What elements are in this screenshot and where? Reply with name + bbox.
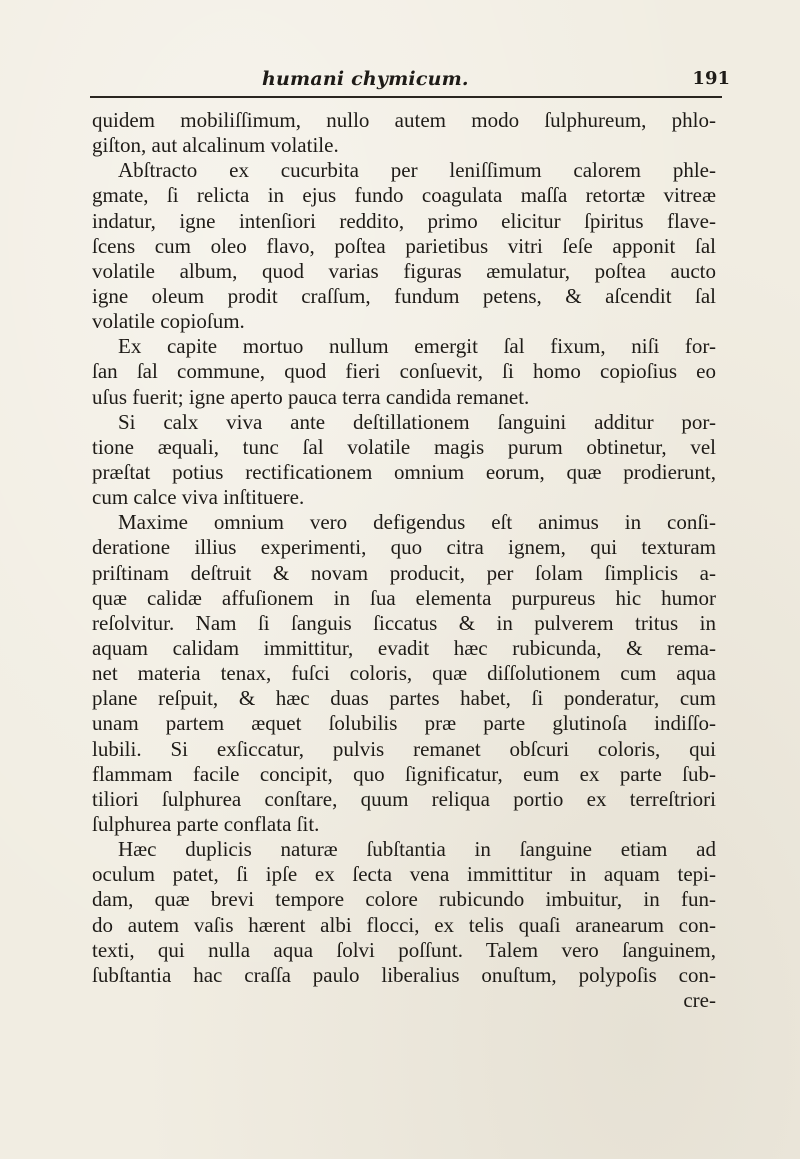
text-line: priſtinam deſtruit & novam producit, per ſolam ſimplicis a- (92, 560, 716, 585)
text-line: aquam calidam immittitur, evadit hæc rubicunda, & rema- (92, 635, 716, 660)
text-line: præſtat potius rectificationem omnium eorum, quæ prodierunt, (92, 459, 716, 484)
text-line: lubili. Si exſiccatur, pulvis remanet obſcuri coloris, qui (92, 736, 716, 761)
text-line: plane reſpuit, & hæc duas partes habet, ſi ponderatur, cum (92, 686, 716, 711)
text-line: do autem vaſis hærent albi flocci, ex telis quaſi aranearum con- (92, 912, 716, 937)
text-line: volatile album, quod varias figuras æmulatur, poſtea aucto (92, 258, 716, 283)
text-line: unam partem æquet ſolubilis præ parte glutinoſa indiſſo- (92, 711, 716, 736)
text-line: ſulphurea parte conflata ſit. (92, 811, 320, 836)
text-line: Maxime omnium vero defigendus eſt animus in conſi- (118, 510, 716, 535)
text-line: quidem mobiliſſimum, nullo autem modo ſulphureum, phlo- (92, 108, 716, 132)
text-line: gmate, ſi relicta in ejus fundo coagulata maſſa retortæ vitreæ (92, 183, 716, 208)
text-line: dam, quæ brevi tempore colore rubicundo imbuitur, in fun- (92, 887, 716, 912)
page-header (90, 68, 730, 102)
text-line: ſcens cum oleo flavo, poſtea parietibus vitri ſeſe apponit ſal (92, 233, 716, 258)
text-line: uſus fuerit; igne aperto pauca terra candida remanet. (92, 384, 530, 409)
text-line: ſubſtantia hac craſſa paulo liberalius onuſtum, polypoſis con- (92, 962, 716, 987)
text-line: net materia tenax, fuſci coloris, quæ diſſolutionem cum aqua (92, 661, 716, 686)
text-line: oculum patet, ſi ipſe ex ſecta vena immittitur in aquam tepi- (92, 862, 716, 887)
text-line: cum calce viva inſtituere. (92, 485, 305, 510)
text-line: Si calx viva ante deſtillationem ſanguini additur por- (118, 409, 716, 434)
text-line: igne oleum prodit craſſum, fundum petens, & aſcendit ſal (92, 283, 716, 308)
page-number: 191 (692, 68, 730, 89)
text-line: Hæc duplicis naturæ ſubſtantia in ſanguine etiam ad (118, 837, 716, 862)
text-line: deratione illius experimenti, quo citra ignem, qui texturam (92, 535, 716, 560)
text-line: quæ calidæ affuſionem in ſua elementa purpureus hic humor (92, 585, 716, 610)
text-line: Abſtracto ex cucurbita per leniſſimum calorem phle- (118, 158, 716, 183)
text-line: reſolvitur. Nam ſi ſanguis ſiccatus & in pulverem tritus in (92, 610, 716, 635)
text-line: Ex capite mortuo nullum emergit ſal fixum, niſi for- (118, 334, 716, 359)
body-text (92, 108, 716, 1013)
text-line: texti, qui nulla aqua ſolvi poſſunt. Talem vero ſanguinem, (92, 937, 716, 962)
running-head: humani chymicum. (262, 68, 469, 90)
text-line: tiliori ſulphurea conſtare, quum reliqua portio ex terreſtriori (92, 786, 716, 811)
text-line: tione æquali, tunc ſal volatile magis purum obtinetur, vel (92, 434, 716, 459)
text-line: flammam facile concipit, quo ſignificatur, eum ex parte ſub- (92, 761, 716, 786)
catchword: cre- (683, 987, 716, 1012)
text-line: giſton, aut alcalinum volatile. (92, 133, 339, 158)
header-rule (90, 96, 722, 98)
text-line: indatur, igne intenſiori reddito, primo elicitur ſpiritus flave- (92, 208, 716, 233)
text-line: ſan ſal commune, quod fieri conſuevit, ſi homo copioſius eo (92, 359, 716, 384)
text-line: volatile copioſum. (92, 309, 245, 334)
